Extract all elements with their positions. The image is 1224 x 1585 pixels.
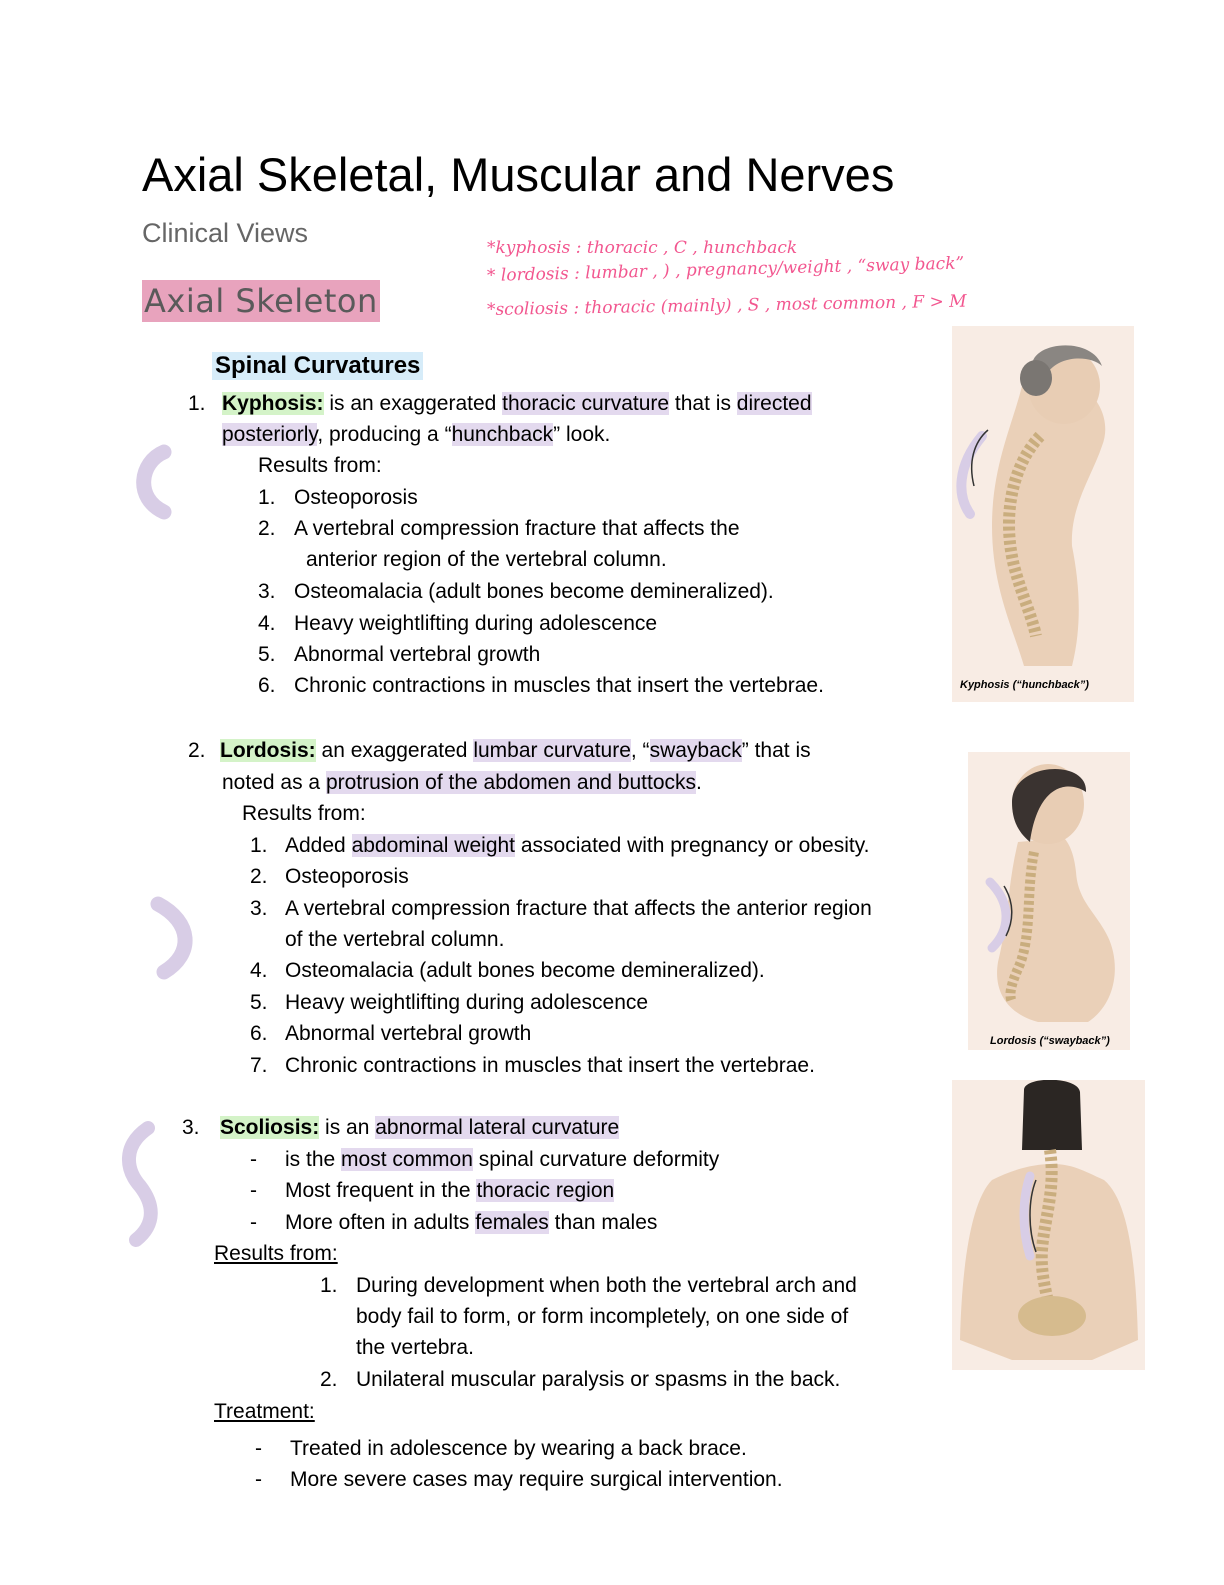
text: an exaggerated (321, 739, 468, 762)
list-item-number: 3. (258, 580, 276, 603)
scoliosis-figure (952, 1080, 1145, 1370)
text: is an exaggerated (329, 392, 497, 415)
list-item: Heavy weightlifting during adolescence (285, 991, 649, 1014)
kyphosis-term: Kyphosis: (222, 392, 324, 415)
treatment-label: Treatment: (214, 1400, 315, 1423)
list-item: Osteomalacia (adult bones become demineralized). (285, 959, 765, 982)
bullet-dash: - (255, 1437, 262, 1460)
highlight: abnormal lateral curvature (375, 1116, 620, 1139)
list-item-continuation: of the vertebral column. (285, 928, 505, 951)
list-item-number: 7. (250, 1054, 268, 1077)
list-item (285, 830, 870, 861)
scoliosis-illustration (952, 1080, 1145, 1370)
list-item: A vertebral compression fracture that affects the anterior region (285, 897, 872, 920)
text: associated with pregnancy or obesity. (520, 834, 870, 857)
highlight: abdominal weight (351, 834, 516, 857)
bullet-dash: - (250, 1179, 257, 1202)
bullet-dash: - (250, 1148, 257, 1171)
list-item-number: 6. (258, 674, 276, 697)
list-item-number: 5. (250, 991, 268, 1014)
text: than males (554, 1211, 658, 1234)
text: is the (285, 1148, 336, 1171)
bullet-dash: - (255, 1468, 262, 1491)
page-title: Axial Skeletal, Muscular and Nerves (142, 148, 895, 201)
lordosis-illustration (968, 752, 1130, 1050)
kyphosis-number: 1. (188, 392, 206, 415)
text: that is (674, 392, 731, 415)
list-item-number: 1. (258, 486, 276, 509)
list-item-number: 1. (250, 834, 268, 857)
list-item: A vertebral compression fracture that affects the (294, 517, 740, 540)
section-heading: Axial Skeleton (144, 282, 378, 320)
hand-note-scoliosis: *scoliosis : thoracic (mainly) , S , most common , F > M (486, 291, 967, 320)
list-item: Osteoporosis (294, 486, 418, 509)
kyphosis-illustration (952, 326, 1134, 702)
page-subtitle: Clinical Views (142, 218, 309, 248)
list-item-continuation: the vertebra. (356, 1336, 474, 1359)
text: noted as a (222, 771, 321, 794)
text: More often in adults (285, 1211, 470, 1234)
highlight: thoracic region (476, 1179, 615, 1202)
kyphosis-results-label: Results from: (258, 454, 382, 477)
list-item-number: 4. (250, 959, 268, 982)
bullet-item (285, 1207, 657, 1238)
highlight: thoracic curvature (502, 392, 670, 415)
list-item: Osteoporosis (285, 865, 409, 888)
text: ” that is (741, 739, 811, 762)
highlight: posteriorly (222, 423, 318, 446)
highlight: protrusion of the abdomen and buttocks (325, 771, 697, 794)
highlight: directed (736, 392, 812, 415)
bullet-item (285, 1175, 614, 1206)
list-item-number: 2. (320, 1368, 338, 1391)
list-item: Chronic contractions in muscles that insert the vertebrae. (294, 674, 824, 697)
lordosis-caption: Lordosis (“swayback”) (990, 1035, 1110, 1047)
list-item-number: 4. (258, 612, 276, 635)
highlight: females (475, 1211, 549, 1234)
highlight: swayback (649, 739, 742, 762)
list-item-number: 2. (258, 517, 276, 540)
text: Added (285, 834, 346, 857)
text: spinal curvature deformity (478, 1148, 720, 1171)
scoliosis-line-1 (220, 1112, 619, 1143)
list-item-number: 3. (250, 897, 268, 920)
lordosis-line-1 (220, 735, 811, 766)
list-item-number: 1. (320, 1274, 338, 1297)
bullet-dash: - (250, 1211, 257, 1234)
highlight: most common (341, 1148, 473, 1171)
subsection-heading: Spinal Curvatures (212, 352, 423, 380)
paren-bracket-icon (140, 890, 210, 990)
list-item: Chronic contractions in muscles that insert the vertebrae. (285, 1054, 815, 1077)
text: ” look. (553, 423, 611, 446)
kyphosis-line-1 (222, 388, 812, 419)
list-item-continuation: body fail to form, or form incompletely, on one side of (356, 1305, 849, 1328)
text: . (696, 771, 702, 794)
s-bracket-icon (110, 1112, 180, 1252)
list-item-number: 6. (250, 1022, 268, 1045)
scoliosis-term: Scoliosis: (220, 1116, 320, 1139)
treatment-item: More severe cases may require surgical intervention. (290, 1468, 783, 1491)
text: is an (325, 1116, 370, 1139)
lordosis-number: 2. (188, 739, 206, 762)
lordosis-line-2 (222, 767, 702, 798)
text: , producing a “ (317, 423, 452, 446)
list-item-number: 2. (250, 865, 268, 888)
bullet-item (285, 1144, 719, 1175)
list-item: During development when both the vertebral arch and (356, 1274, 857, 1297)
c-bracket-icon (118, 438, 188, 528)
highlight: hunchback (451, 423, 554, 446)
highlight: lumbar curvature (473, 739, 631, 762)
list-item-number: 5. (258, 643, 276, 666)
list-item-continuation: anterior region of the vertebral column. (306, 548, 667, 571)
kyphosis-caption: Kyphosis (“hunchback”) (960, 679, 1089, 691)
list-item: Abnormal vertebral growth (285, 1022, 532, 1045)
kyphosis-figure (952, 326, 1134, 702)
list-item: Abnormal vertebral growth (294, 643, 541, 666)
hand-note-lordosis: * lordosis : lumbar , ) , pregnancy/weight , “sway back” (486, 253, 965, 286)
text: Most frequent in the (285, 1179, 471, 1202)
list-item: Heavy weightlifting during adolescence (294, 612, 658, 635)
lordosis-figure (968, 752, 1130, 1050)
scoliosis-number: 3. (182, 1116, 200, 1139)
hand-note-kyphosis: *kyphosis : thoracic , C , hunchback (487, 238, 798, 258)
lordosis-results-label: Results from: (242, 802, 366, 825)
list-item: Osteomalacia (adult bones become demineralized). (294, 580, 774, 603)
list-item: Unilateral muscular paralysis or spasms in the back. (356, 1368, 841, 1391)
scoliosis-results-label: Results from: (214, 1242, 338, 1265)
text: , “ (630, 739, 650, 762)
treatment-item: Treated in adolescence by wearing a back brace. (290, 1437, 747, 1460)
lordosis-term: Lordosis: (220, 739, 316, 762)
kyphosis-line-2 (222, 419, 610, 450)
